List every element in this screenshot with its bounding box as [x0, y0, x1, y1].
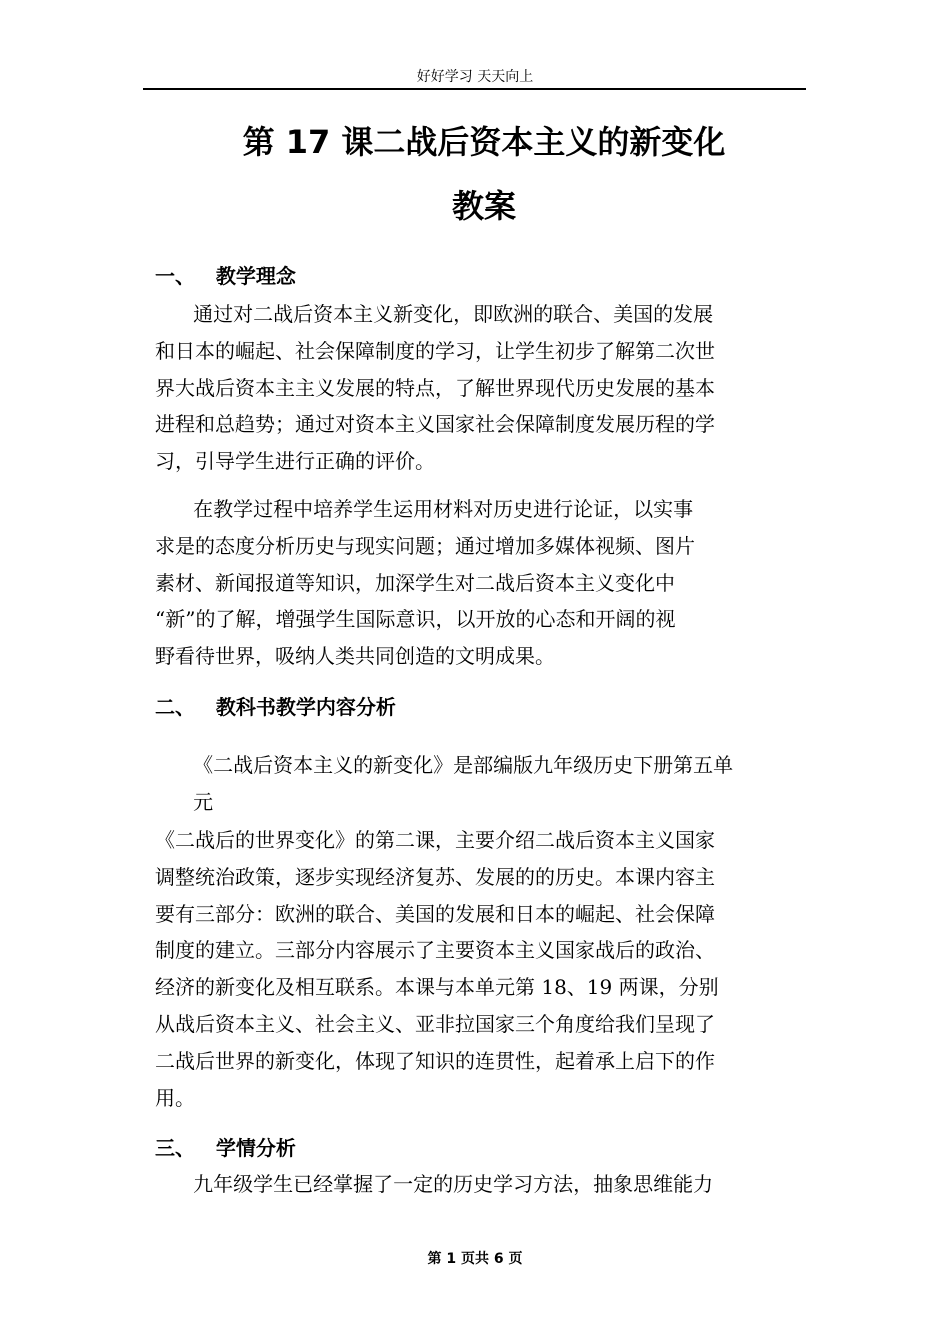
- text-line: 制度的建立。三部分内容展示了主要资本主义国家战后的政治、: [155, 938, 715, 963]
- paragraph: [155, 296, 785, 480]
- text-line: 《二战后资本主义的新变化》是部编版九年级历史下册第五单: [155, 753, 734, 777]
- text-line: 通过对二战后资本主义新变化，即欧洲的联合、美国的发展: [155, 302, 714, 326]
- page-header: 好好学习 天天向上: [416, 69, 534, 85]
- text-line: 进程和总趋势；通过对资本主义国家社会保障制度发展历程的学: [155, 412, 715, 437]
- text-line: 二战后世界的新变化，体现了知识的连贯性，起着承上启下的作: [155, 1048, 715, 1073]
- text-line: 调整统治政策，逐步实现经济复苏、发展的的历史。本课内容主: [155, 864, 715, 889]
- text-line: 九年级学生已经掌握了一定的历史学习方法，抽象思维能力: [155, 1172, 714, 1196]
- paragraph: [155, 747, 785, 821]
- section-heading-textbook-analysis: 二、 教科书教学内容分析: [155, 695, 396, 719]
- section-heading-learner-analysis: 三、 学情分析: [155, 1136, 296, 1160]
- text-line: 和日本的崛起、社会保障制度的学习，让学生初步了解第二次世: [155, 338, 715, 363]
- header-rule: [143, 88, 806, 90]
- text-line: 《二战后的世界变化》的第二课，主要介绍二战后资本主义国家: [155, 828, 715, 852]
- text-line: 经济的新变化及相互联系。本课与本单元第 18、19 两课，分别: [155, 975, 719, 1000]
- paragraph: [155, 1166, 785, 1203]
- text-line: 要有三部分：欧洲的联合、美国的发展和日本的崛起、社会保障: [155, 901, 715, 926]
- document-title: 第 17 课二战后资本主义的新变化: [242, 123, 726, 161]
- text-line: 界大战后资本主主义发展的特点，了解世界现代历史发展的基本: [155, 375, 715, 400]
- text-line: 习，引导学生进行正确的评价。: [155, 449, 435, 474]
- paragraph: [155, 491, 785, 675]
- text-line: 素材、新闻报道等知识，加深学生对二战后资本主义变化中: [155, 570, 675, 595]
- text-line: “新”的了解，增强学生国际意识，以开放的心态和开阔的视: [155, 607, 676, 632]
- text-line: 在教学过程中培养学生运用材料对历史进行论证，以实事: [155, 497, 694, 521]
- text-line: 野看待世界，吸纳人类共同创造的文明成果。: [155, 644, 555, 669]
- text-line: 从战后资本主义、社会主义、亚非拉国家三个角度给我们呈现了: [155, 1011, 715, 1036]
- text-line: 用。: [155, 1085, 195, 1110]
- section-heading-teaching-philosophy: 一、 教学理念: [155, 264, 296, 288]
- paragraph: [155, 822, 785, 1116]
- page-footer: 第 1 页共 6 页: [427, 1251, 523, 1267]
- text-line: 元: [155, 789, 214, 814]
- document-subtitle: 教案: [451, 187, 516, 225]
- text-line: 求是的态度分析历史与现实问题；通过增加多媒体视频、图片: [155, 533, 695, 558]
